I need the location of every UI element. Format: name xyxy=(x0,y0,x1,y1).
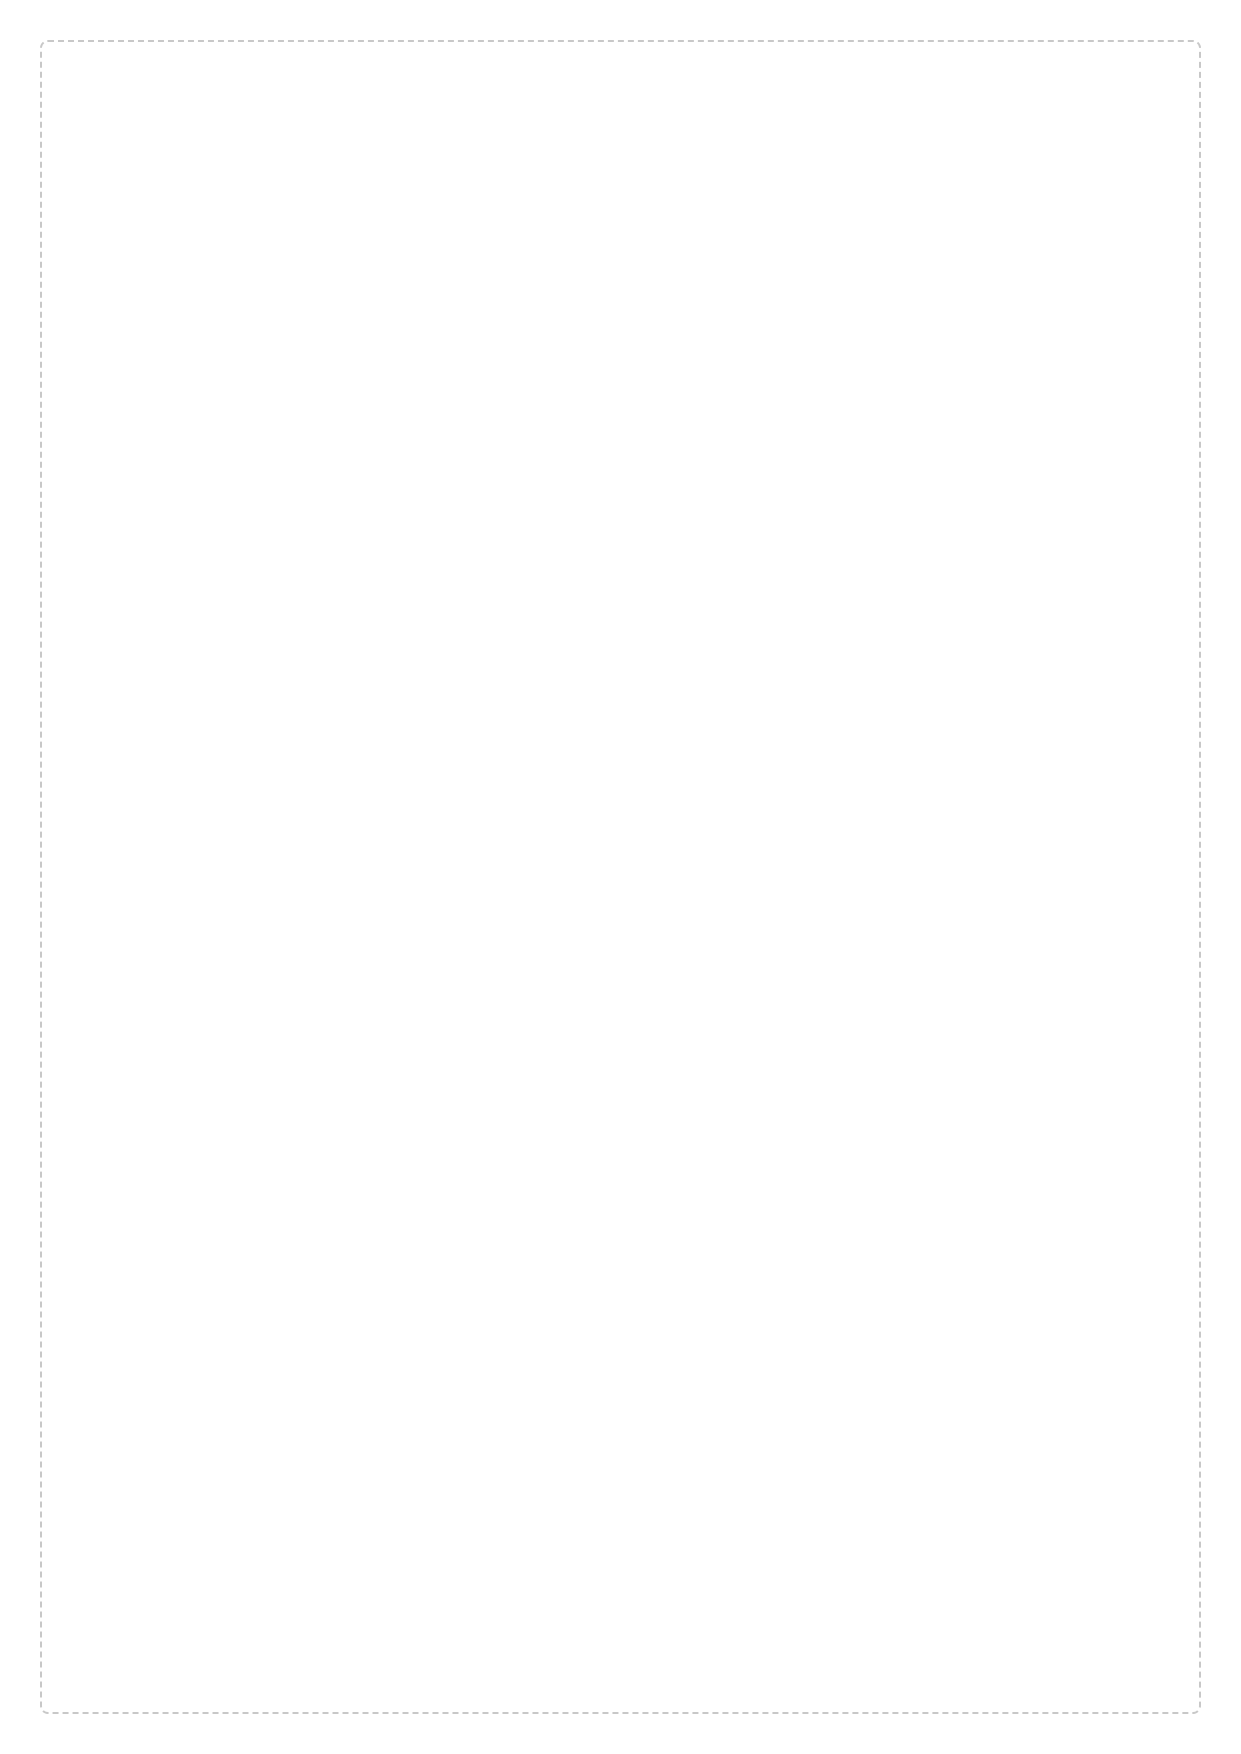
content-placeholder xyxy=(40,40,1201,1714)
